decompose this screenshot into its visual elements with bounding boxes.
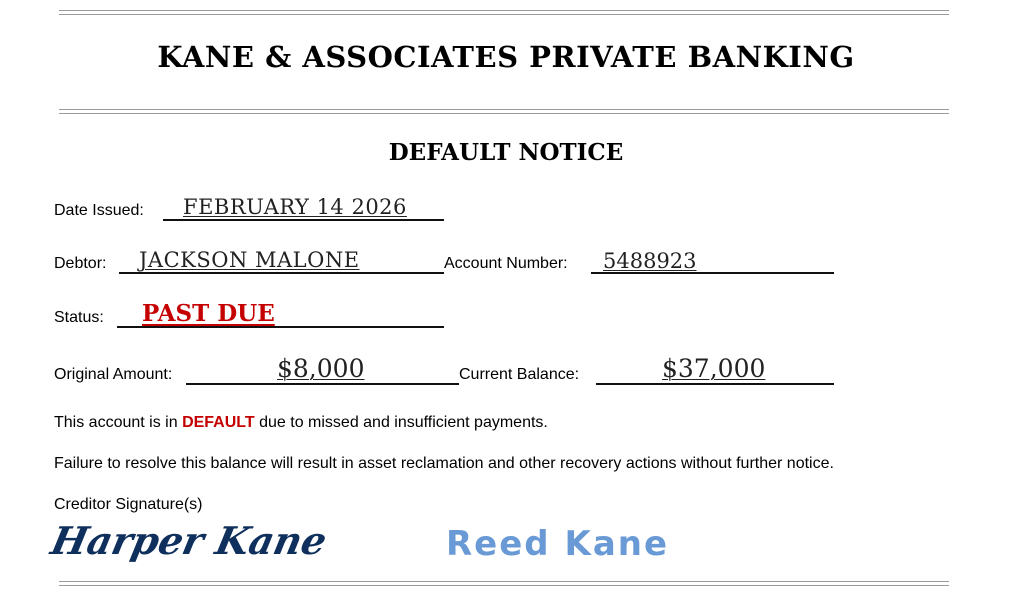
default-statement-prefix: This account is in bbox=[54, 414, 183, 431]
original-amount-label: Original Amount: bbox=[54, 366, 173, 383]
default-keyword: DEFAULT bbox=[182, 414, 255, 431]
default-statement bbox=[54, 414, 548, 432]
debtor-label: Debtor: bbox=[54, 255, 107, 272]
default-statement-suffix: due to missed and insufficient payments. bbox=[254, 414, 548, 431]
document-title: DEFAULT NOTICE bbox=[388, 139, 624, 166]
current-balance-value: $37,000 bbox=[662, 354, 766, 383]
header-double-rule bbox=[59, 109, 949, 114]
bank-name-heading: KANE & ASSOCIATES PRIVATE BANKING bbox=[157, 40, 855, 74]
account-number-value: 5488923 bbox=[603, 249, 697, 273]
signature-reed-kane: Reed Kane bbox=[446, 524, 670, 564]
debtor-value: JACKSON MALONE bbox=[139, 248, 360, 272]
status-label: Status: bbox=[54, 309, 104, 326]
current-balance-label: Current Balance: bbox=[459, 366, 580, 383]
signature-harper-kane: Harper Kane bbox=[47, 518, 331, 563]
original-amount-value: $8,000 bbox=[277, 354, 365, 383]
account-number-label: Account Number: bbox=[444, 255, 568, 272]
footer-double-rule bbox=[59, 581, 949, 586]
warning-statement: Failure to resolve this balance will result in asset reclamation and other recovery actions without further notice. bbox=[54, 455, 834, 472]
status-value: PAST DUE bbox=[142, 300, 275, 327]
creditor-signature-label: Creditor Signature(s) bbox=[54, 496, 203, 513]
date-issued-value: FEBRUARY 14 2026 bbox=[183, 195, 407, 219]
top-double-rule bbox=[59, 10, 949, 15]
date-issued-label: Date Issued: bbox=[54, 202, 144, 219]
